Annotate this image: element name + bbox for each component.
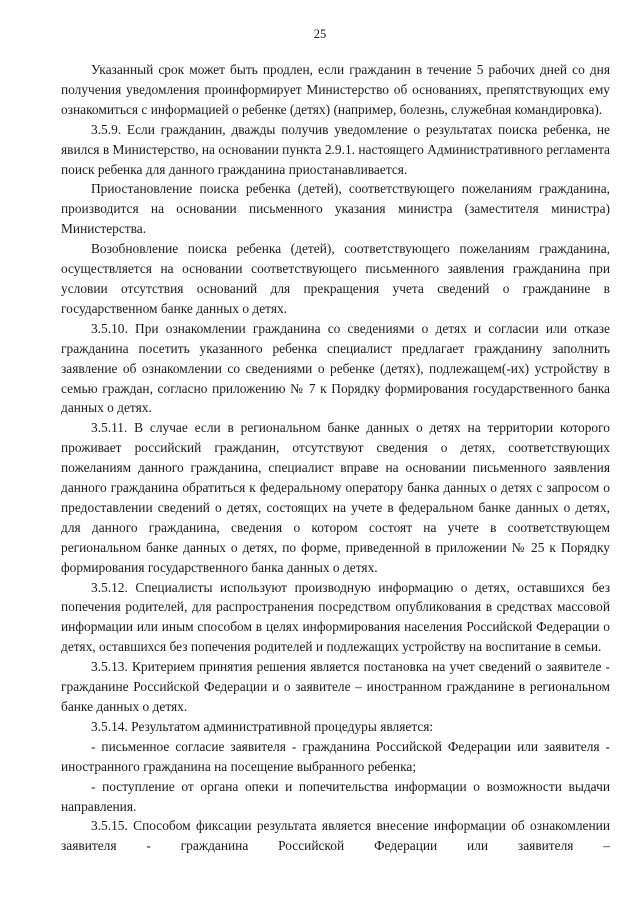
document-body <box>61 60 610 856</box>
paragraph: 3.5.11. В случае если в региональном банке данных о детях на территории которого проживает российский гражданин, отсутствуют сведения о детях, соответствующих пожеланиям данного гражданина, специалист вправе на основании письменного заявления данного гражданина обратиться к федеральному оператору банка данных о детях с запросом о предоставлении сведений о детях, состоящих на учете в федеральном банке данных о детях, для данного гражданина, сведения о котором состоят на учете в соответствующем региональном банке данных о детях, по форме, приведенной в приложении № 25 к Порядку формирования государственного банка данных о детях. <box>61 420 610 575</box>
paragraph: Приостановление поиска ребенка (детей), соответствующего пожеланиям гражданина, производится на основании письменного указания министра (заместителя министра) Министерства. <box>61 181 610 237</box>
paragraph: 3.5.15. Способом фиксации результата является внесение информации об ознакомлении заявителя - гражданина Российской Федерации или заявителя – <box>61 818 610 854</box>
paragraph: 3.5.13. Критерием принятия решения является постановка на учет сведений о заявителе - гражданине Российской Федерации и о заявителе – иностранном гражданине в региональном банке данных о детях. <box>61 659 610 714</box>
paragraph: - письменное согласие заявителя - гражданина Российской Федерации или заявителя - иностранного гражданина на посещение выбранного ребенка; <box>61 738 610 774</box>
paragraph: 3.5.12. Специалисты используют производную информацию о детях, оставшихся без попечения родителей, для распространения посредством опубликования в средствах массовой информации или иным способом в целях информирования населения Российской Федерации о детях, оставшихся без попечения родителей и подлежащих устройству на воспитание в семьи. <box>61 579 610 655</box>
paragraph: 3.5.14. Результатом административной процедуры является: <box>91 718 434 734</box>
paragraph: Указанный срок может быть продлен, если гражданин в течение 5 рабочих дней со дня получения уведомления проинформирует Министерство об основаниях, препятствующих ему ознакомиться с информацией о ребенке (детях) (например, болезнь, служебная командировка). <box>61 62 610 117</box>
paragraph: 3.5.10. При ознакомлении гражданина со сведениями о детях и согласии или отказе гражданина посетить указанного ребенка специалист предлагает гражданину заполнить заявление об ознакомлении со сведениями о ребенке (детях), подлежащем(-их) устройству в семью граждан, согласно приложению № 7 к Порядку формирования государственного банка данных о детях. <box>61 320 610 416</box>
page-number: 25 <box>313 27 327 41</box>
paragraph: - поступление от органа опеки и попечительства информации о возможности выдачи направления. <box>61 778 610 814</box>
paragraph: 3.5.9. Если гражданин, дважды получив уведомление о результатах поиска ребенка, не явился в Министерство, на основании пункта 2.9.1. настоящего Административного регламента поиск ребенка для данного гражданина приостанавливается. <box>61 121 610 177</box>
paragraph: Возобновление поиска ребенка (детей), соответствующего пожеланиям гражданина, осуществляется на основании соответствующего письменного заявления гражданина при условии отсутствия оснований для прекращения учета сведений о гражданине в государственном банке данных о детях. <box>61 241 610 316</box>
